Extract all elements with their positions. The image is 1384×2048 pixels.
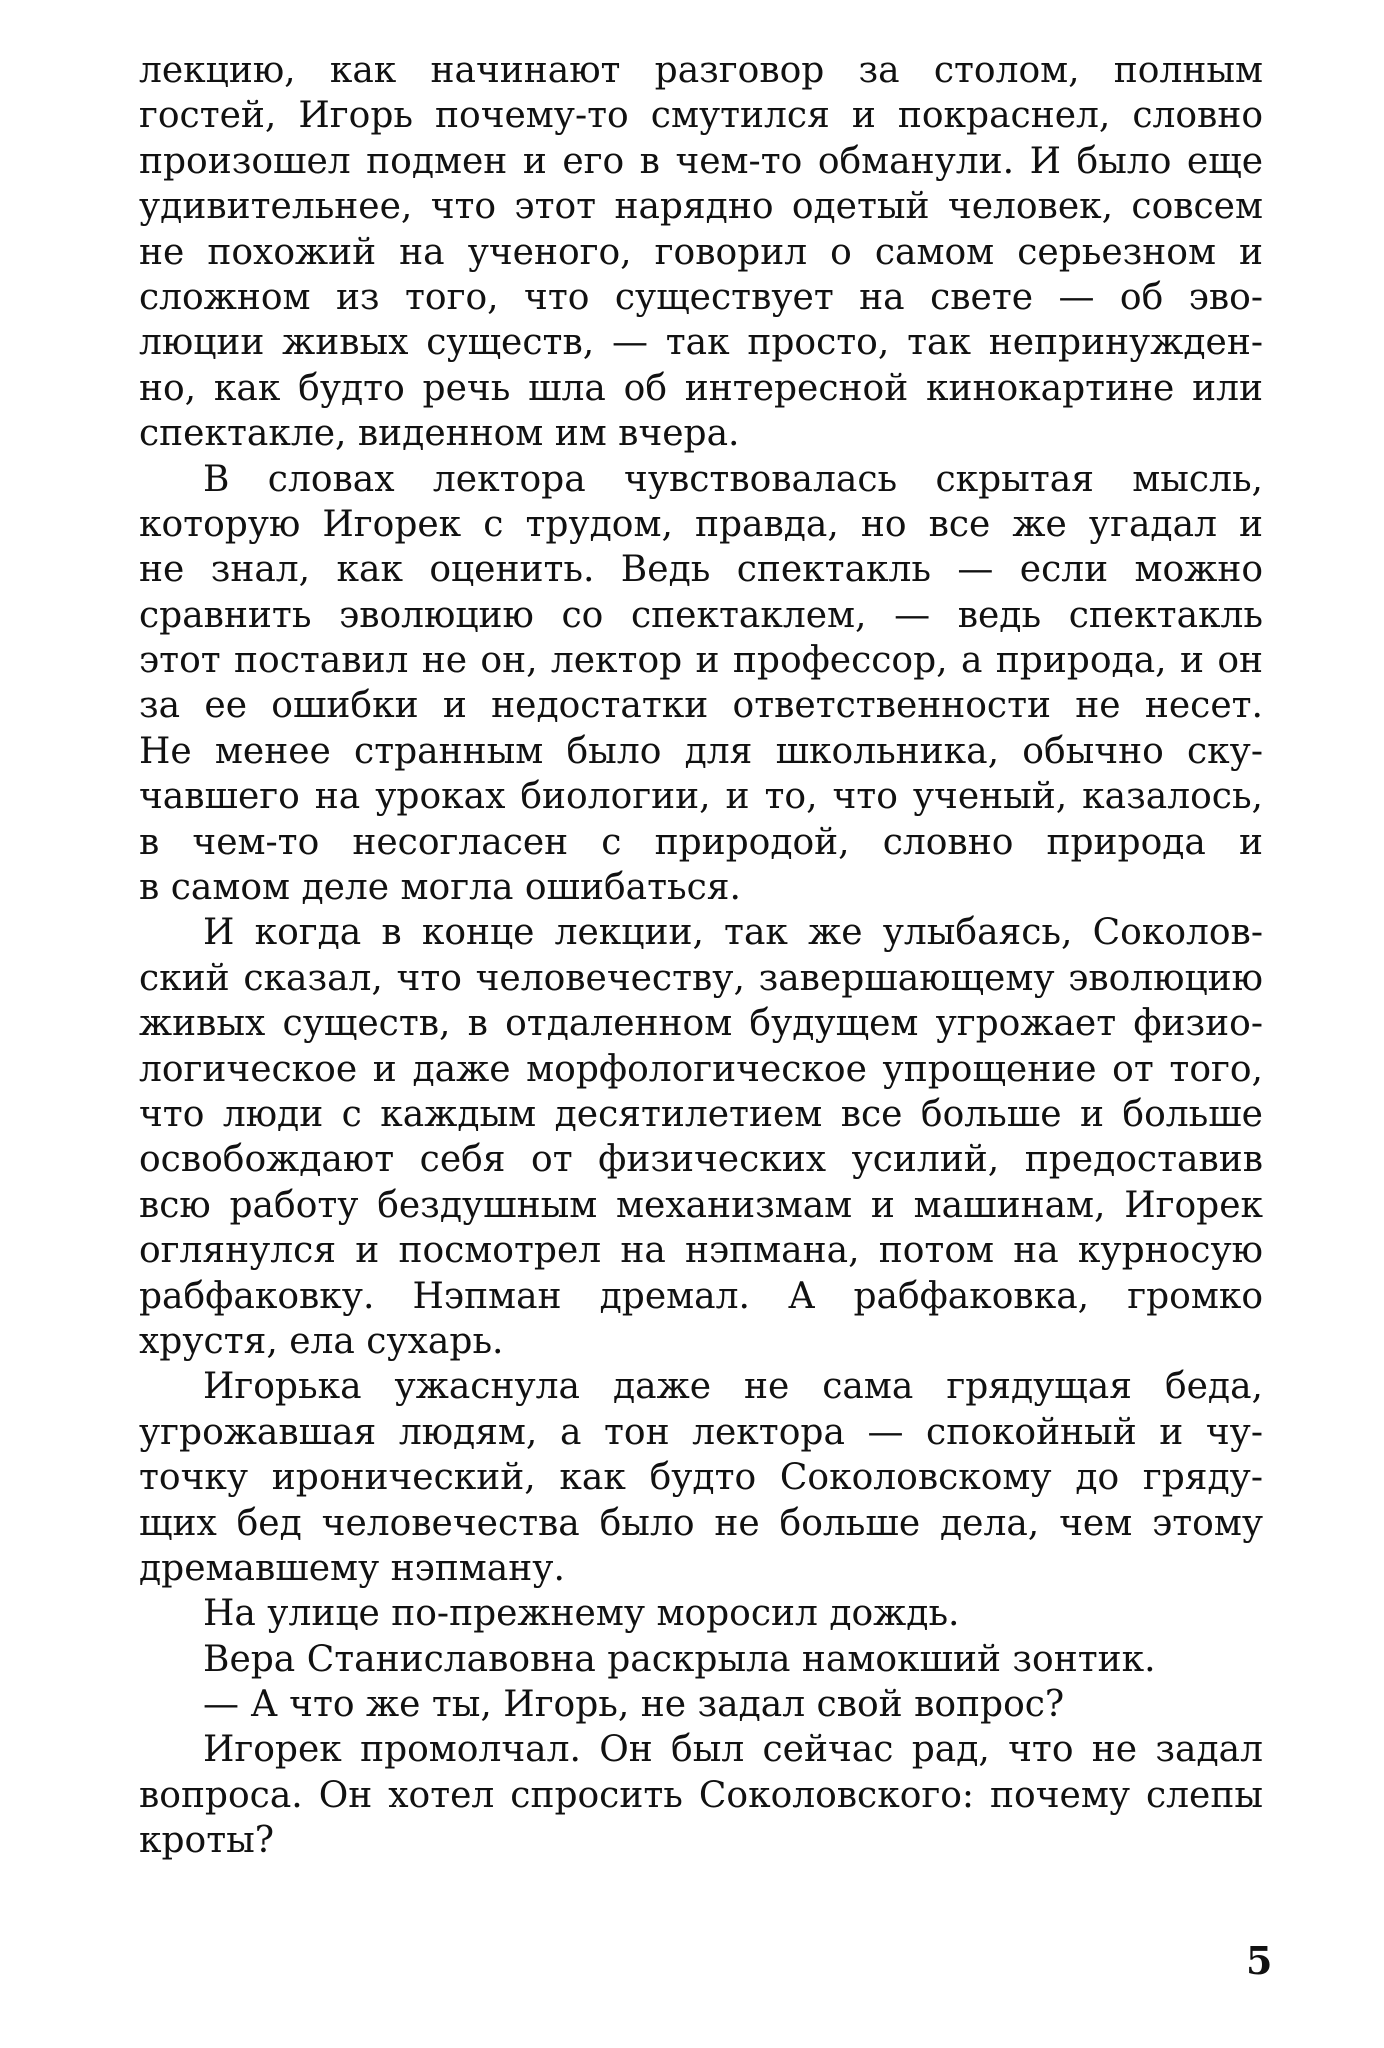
text-line: логическое и даже морфологическое упрощение от того, [139, 1048, 1263, 1090]
text-line: живых существ, в отдаленном будущем угрожает физио- [139, 1003, 1263, 1045]
text-line: хрустя, ела сухарь. [139, 1320, 504, 1362]
text-line: Не менее странным было для школьника, обычно ску- [139, 730, 1263, 772]
text-line: произошел подмен и его в чем-то обманули. И было еще [139, 140, 1263, 182]
text-line: В словах лектора чувствовалась скрытая мысль, [203, 458, 1263, 500]
text-line: люции живых существ, — так просто, так непринужден- [139, 322, 1263, 364]
text-line: рабфаковку. Нэпман дремал. А рабфаковка, громко [139, 1275, 1263, 1317]
page-text [139, 48, 1263, 1864]
text-line: — А что же ты, Игорь, не задал свой вопрос? [203, 1684, 1065, 1726]
text-line: ский сказал, что человечеству, завершающему эволюцию [139, 957, 1263, 999]
text-line: дремавшему нэпману. [139, 1547, 565, 1589]
text-line: что люди с каждым десятилетием все больше и больше [139, 1093, 1263, 1135]
text-line: всю работу бездушным механизмам и машинам, Игорек [139, 1184, 1263, 1226]
text-line: И когда в конце лекции, так же улыбаясь, Соколов- [203, 912, 1263, 954]
text-line: На улице по-прежнему моросил дождь. [203, 1593, 960, 1635]
text-line: но, как будто речь шла об интересной кинокартине или [139, 367, 1263, 409]
text-line: Вера Станиславовна раскрыла намокший зонтик. [203, 1638, 1156, 1680]
text-line: освобождают себя от физических усилий, предоставив [139, 1139, 1263, 1181]
text-line: не знал, как оценить. Ведь спектакль — если можно [139, 549, 1263, 591]
text-line: кроты? [139, 1820, 275, 1862]
text-line: точку иронический, как будто Соколовскому до гряду- [139, 1457, 1263, 1499]
text-line: вопроса. Он хотел спросить Соколовского: почему слепы [139, 1774, 1263, 1816]
text-line: спектакле, виденном им вчера. [139, 413, 740, 455]
text-line: оглянулся и посмотрел на нэпмана, потом на курносую [139, 1230, 1263, 1272]
page-number: 5 [1246, 1938, 1273, 1983]
text-line: щих бед человечества было не больше дела, чем этому [139, 1502, 1263, 1544]
text-line: Игорек промолчал. Он был сейчас рад, что не задал [203, 1729, 1263, 1771]
text-line: которую Игорек с трудом, правда, но все же угадал и [139, 503, 1263, 545]
text-line: угрожавшая людям, а тон лектора — спокойный и чу- [139, 1411, 1263, 1453]
text-line: этот поставил не он, лектор и профессор, а природа, и он [139, 640, 1263, 682]
text-line: в самом деле могла ошибаться. [139, 867, 741, 909]
text-line: сложном из того, что существует на свете — об эво- [139, 276, 1263, 318]
text-line: в чем-то несогласен с природой, словно природа и [139, 821, 1263, 863]
text-line: не похожий на ученого, говорил о самом серьезном и [139, 231, 1263, 273]
text-line: лекцию, как начинают разговор за столом, полным [139, 50, 1263, 91]
text-line: удивительнее, что этот нарядно одетый человек, совсем [139, 186, 1263, 228]
text-line: гостей, Игорь почему-то смутился и покраснел, словно [139, 95, 1263, 137]
text-line: за ее ошибки и недостатки ответственности не несет. [139, 685, 1263, 727]
text-line: чавшего на уроках биологии, и то, что ученый, казалось, [139, 776, 1263, 818]
text-line: Игорька ужаснула даже не сама грядущая беда, [203, 1366, 1263, 1408]
text-line: сравнить эволюцию со спектаклем, — ведь спектакль [139, 594, 1263, 636]
